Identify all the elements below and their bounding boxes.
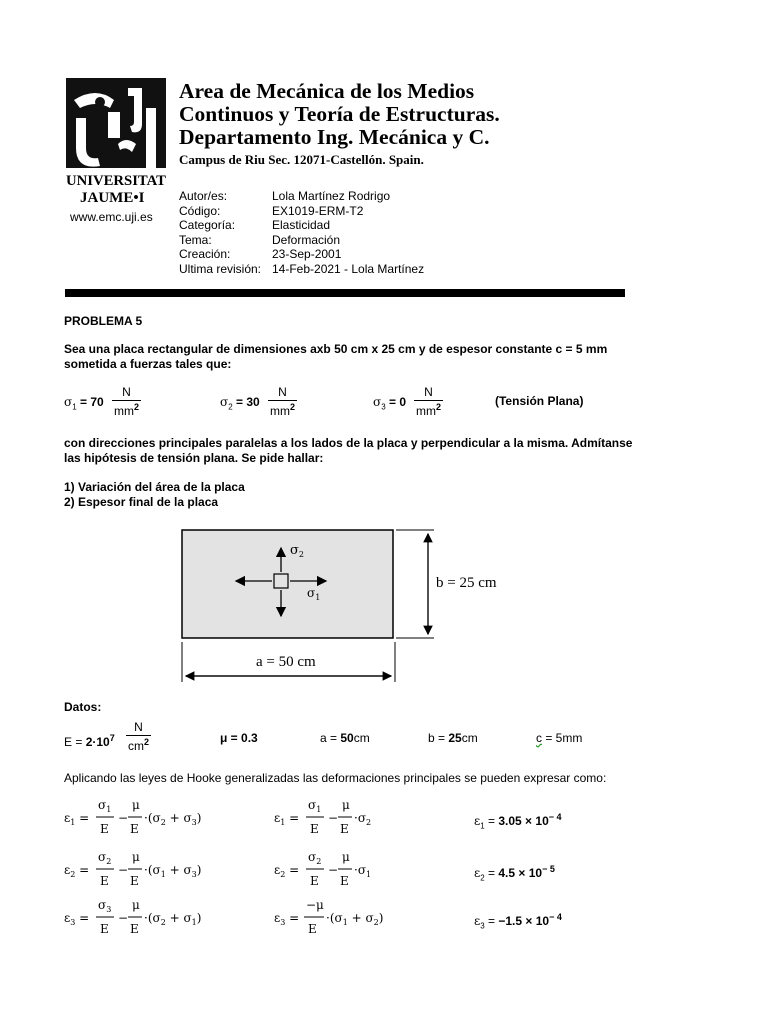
svg-text:E: E [130,874,139,888]
svg-text:E: E [130,922,139,936]
statement-line-4: las hipótesis de tensión plana. Se pide hallar: [64,451,324,465]
svg-text:−: − [118,911,129,925]
svg-text:E: E [310,822,319,836]
epsilon2-result: $\varepsilon_2 = 4.5 \times 10^{- 5}$ [474,864,555,883]
question-1: 1) Variación del área de la placa [64,480,245,494]
website-link[interactable]: www.emc.uji.es [70,210,153,224]
problem-title: PROBLEMA 5 [64,314,143,328]
svg-text:E: E [100,822,109,836]
sigma1-value: 70 [90,395,104,409]
meta-row [179,189,424,204]
b-value: b = 25cm [428,731,478,745]
E-unit-fraction: $\frac{N}{cm^2}$ [128,720,150,753]
datos-title: Datos: [64,700,102,714]
hooke-intro: Aplicando las leyes de Hooke generalizadas las deformaciones principales se pueden expresar como: [64,771,607,785]
epsilon1-result: $\varepsilon_1 = 3.05 \times 10^{- 4}$ [474,812,562,831]
meta-value: Lola Martínez Rodrigo [272,189,391,203]
svg-text:ε3 =: $\varepsilon_3$ = [64,911,90,927]
svg-text:E: E [100,922,109,936]
unit-fraction: $\frac{N}{mm^2}$ [270,385,296,418]
svg-text:σ1: $\sigma_1$ [98,798,112,814]
sigma1-equation: $\sigma_1 = 70$ [64,395,104,412]
sigma2-value: 30 [246,395,260,409]
svg-text:−μ: −μ [306,898,324,912]
plate-diagram [170,522,530,692]
meta-value: 14-Feb-2021 - Lola Martínez [272,261,425,276]
epsilon3-result: $\varepsilon_3 = -1.5 \times 10^{- 4}$ [474,912,562,931]
svg-text:·σ2: $\cdot\sigma_2$ [354,811,372,827]
meta-key: Código: [179,203,221,218]
a-dimension-label: a = 50 cm [256,654,316,670]
svg-text:E: E [340,822,349,836]
meta-row [179,247,424,262]
sigma3-value: 0 [399,395,407,409]
meta-row [179,233,424,248]
svg-text:E: E [130,822,139,836]
svg-text:E: E [340,874,349,888]
svg-text:·(σ1 + σ3): $\cdot(\sigma_1 + \sigma_3)$ [144,863,202,879]
meta-value: Deformación [272,232,341,247]
meta-key: Autor/es: [179,189,228,203]
meta-key: Tema: [179,232,212,247]
svg-text:−: − [328,811,339,825]
university-logo [66,78,166,218]
meta-value: 23-Sep-2001 [272,247,342,262]
svg-text:ε1 =: $\varepsilon_1$ = [274,811,300,827]
title-line-2: Continuos y Teoría de Estructuras. [179,102,500,126]
svg-text:ε2 =: $\varepsilon_2$ = [64,863,90,879]
svg-text:·(σ2 + σ3): $\cdot(\sigma_2 + \sigma_3)$ [144,811,202,827]
logo-text-2: JAUME•I [80,190,145,206]
statement-line-2: sometida a fuerzas tales que: [64,357,232,371]
svg-text:σ3: $\sigma_3$ [98,898,112,914]
header-divider [65,289,625,297]
unit-fraction: $\frac{N}{mm^2}$ [416,385,442,418]
svg-text:−: − [328,863,339,877]
department-title [179,80,500,149]
statement-line-3: con direcciones principales paralelas a los lados de la placa y perpendicular a la misma. Admítanse [64,436,633,450]
sigma3-equation: $\sigma_3 = 0$ [373,395,407,412]
svg-text:μ: μ [132,850,140,864]
svg-text:E: E [310,874,319,888]
svg-text:·σ1: $\cdot\sigma_1$ [354,863,372,879]
question-2: 2) Espesor final de la placa [64,495,219,509]
svg-text:σ2: $\sigma_2$ [308,850,322,866]
svg-text:−: − [118,863,129,877]
svg-text:μ: μ [342,798,350,812]
campus-address: Campus de Riu Sec. 12071-Castellón. Spain. [179,152,424,167]
a-value: a = 50cm [320,731,370,745]
b-dimension-label: b = 25 cm [436,575,497,591]
title-line-3: Departamento Ing. Mecánica y C. [179,125,490,149]
meta-value: EX1019-ERM-T2 [272,203,364,218]
svg-text:σ2: $\sigma_2$ [98,850,112,866]
meta-row [179,204,424,219]
c-value: c = 5mm [536,731,583,745]
meta-value: Elasticidad [272,218,331,233]
unit-fraction: $\frac{N}{mm^2}$ [114,385,140,418]
meta-key: Creación: [179,247,231,262]
svg-text:E: E [308,922,317,936]
svg-text:ε2 =: $\varepsilon_2$ = [274,863,300,879]
svg-text:ε1 =: $\varepsilon_1$ = [64,811,90,827]
svg-text:E: E [100,874,109,888]
svg-text:·(σ2 + σ1): $\cdot(\sigma_2 + \sigma_1)$ [144,911,202,927]
E-equation: $E = 2\cdot 10^7$ [64,733,115,749]
document-metadata [179,189,424,277]
logo-text-1: UNIVERSITAT [66,173,166,189]
svg-text:μ: μ [132,798,140,812]
meta-key: Ultima revisión: [179,261,262,276]
sigma1-label: $\sigma_1$ [307,586,321,602]
statement-line-1: Sea una placa rectangular de dimensiones axb 50 cm x 25 cm y de espesor constante c = 5 mm [64,342,608,356]
sigma2-equation: $\sigma_2 = 30$ [220,395,260,412]
meta-row [179,218,424,233]
svg-text:·(σ1 + σ2): $\cdot(\sigma_1 + \sigma_2)$ [326,911,384,927]
mu-value: μ = 0.3 [220,731,258,745]
svg-text:μ: μ [342,850,350,864]
title-line-1: Area de Mecánica de los Medios [179,79,475,103]
svg-text:−: − [118,811,129,825]
meta-key: Categoría: [179,218,236,233]
plane-stress-note: (Tensión Plana) [495,394,584,408]
svg-text:σ1: $\sigma_1$ [308,798,322,814]
svg-text:ε3 =: $\varepsilon_3$ = [274,911,300,927]
meta-row [179,262,424,277]
sigma2-label: $\sigma_2$ [290,543,304,559]
svg-text:μ: μ [132,898,140,912]
